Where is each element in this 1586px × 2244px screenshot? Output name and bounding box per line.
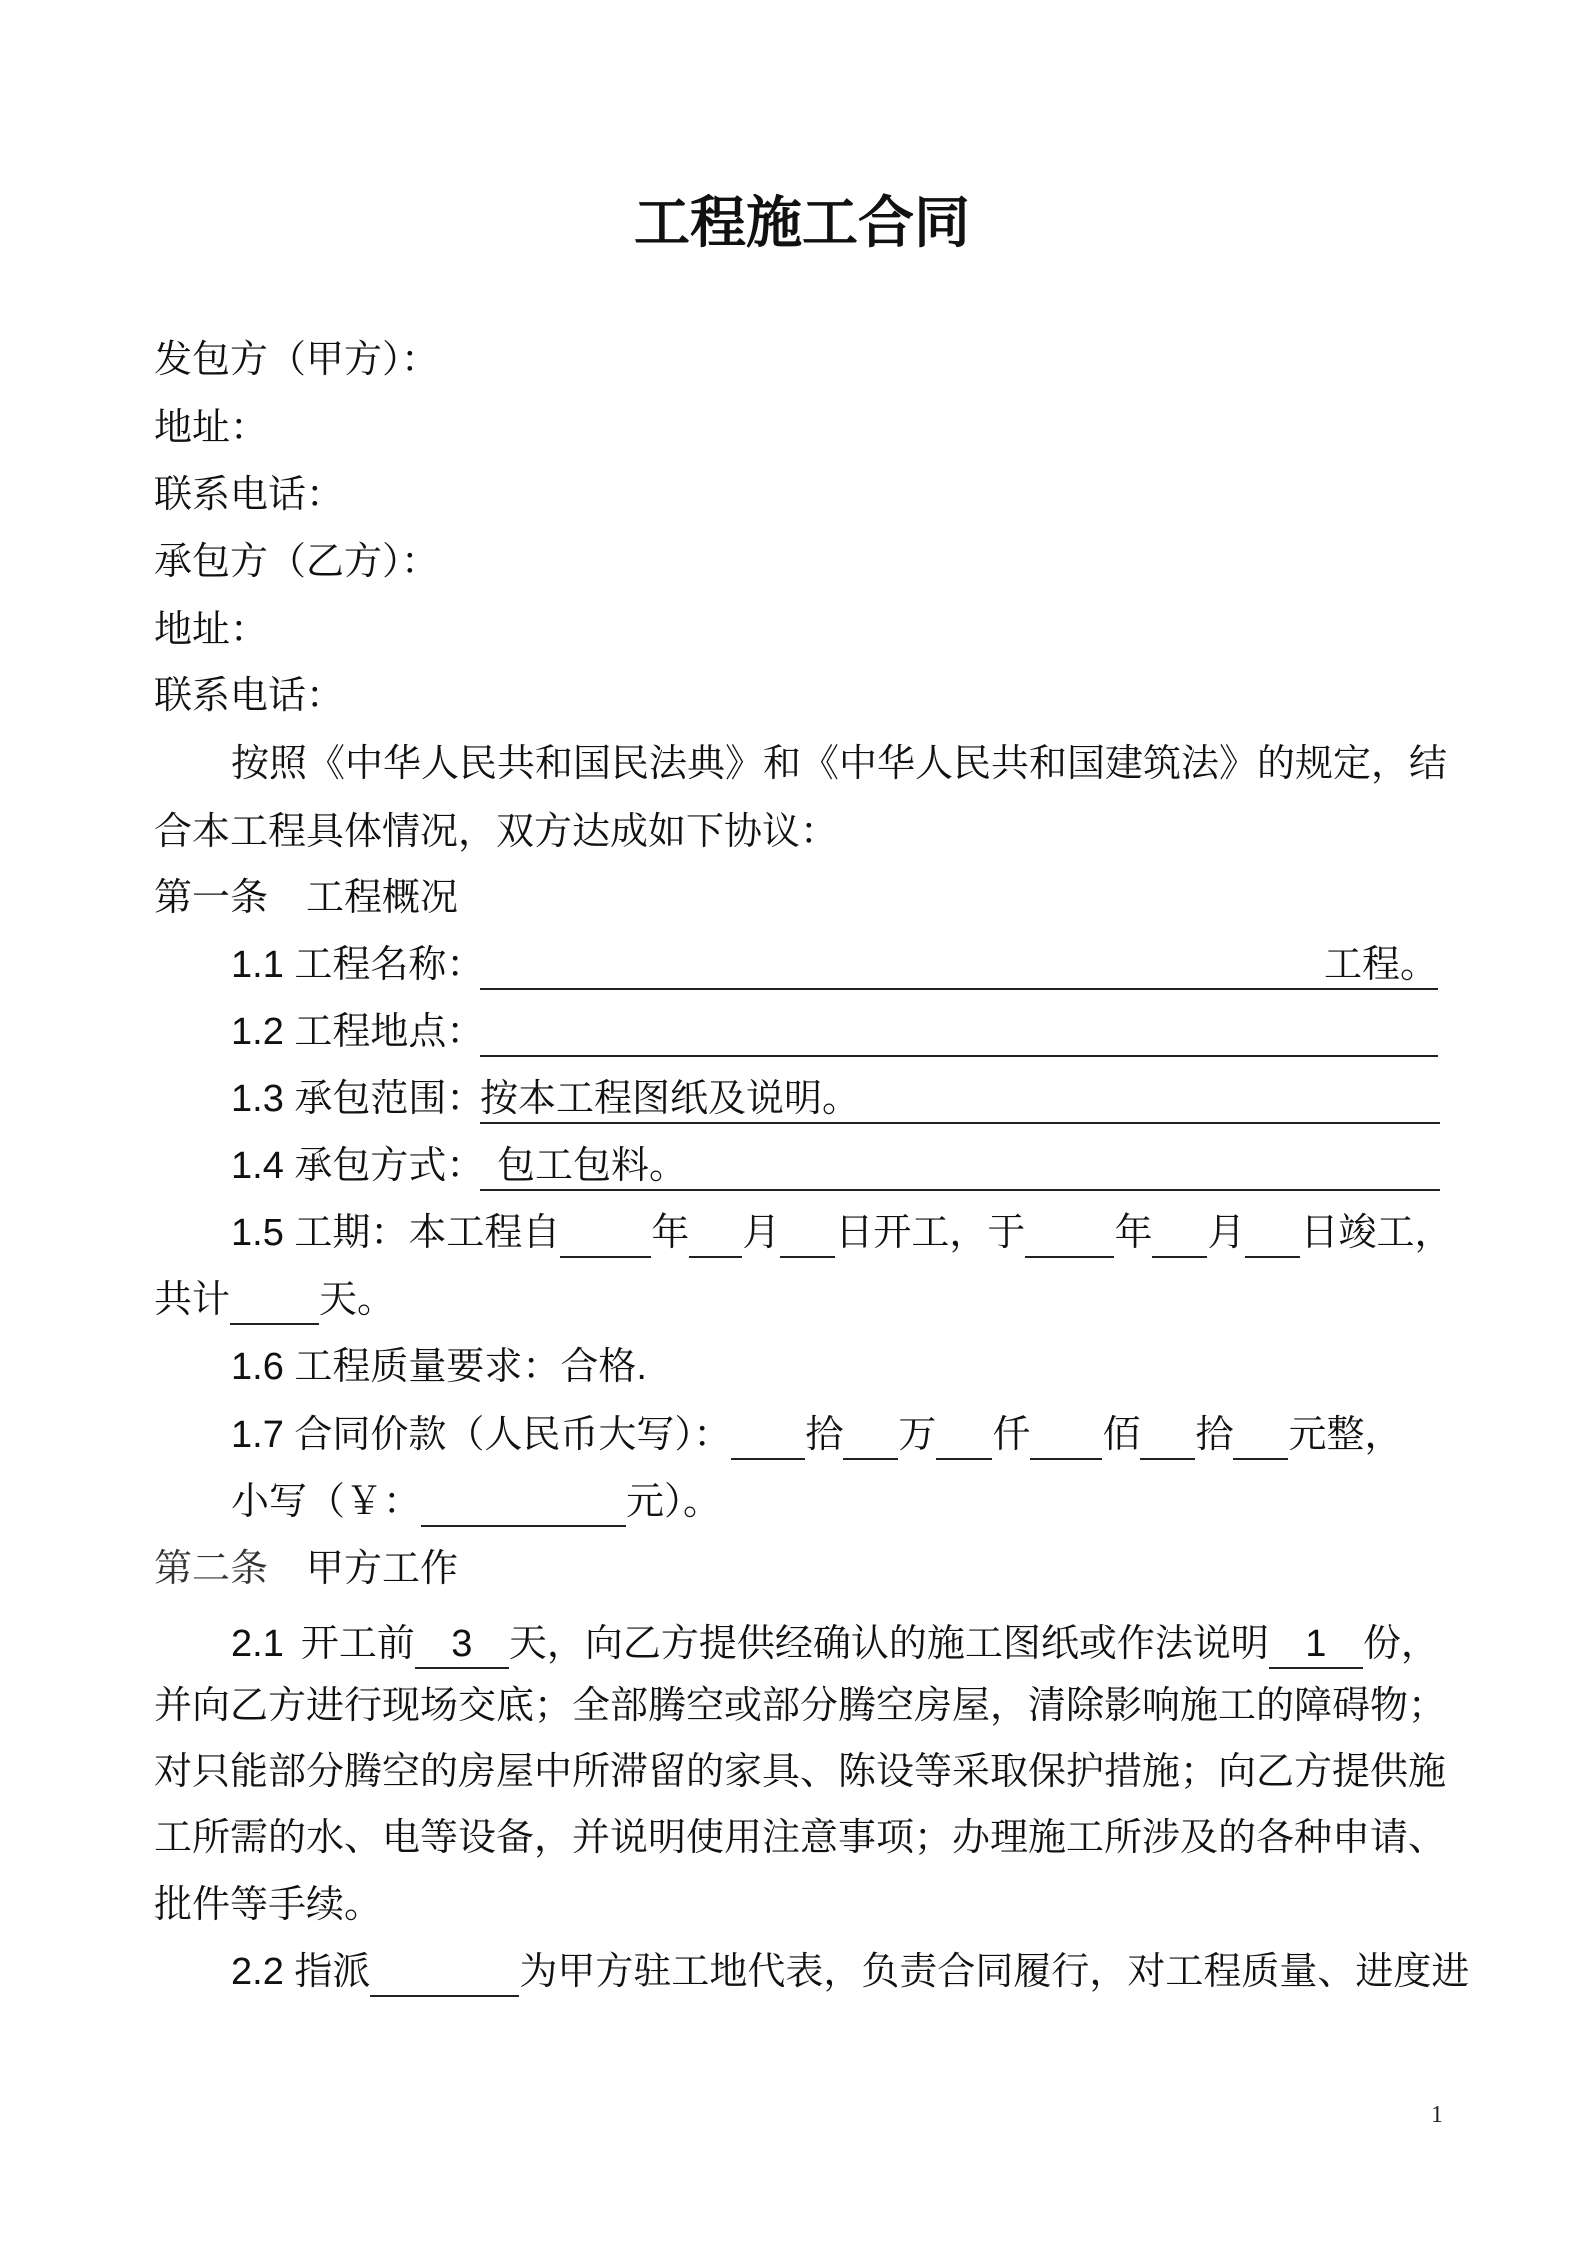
- clause-1-1: [231, 938, 1438, 992]
- price-figure-blank: [421, 1475, 626, 1527]
- total-days-suffix: 天。: [319, 1279, 396, 1321]
- clause-2-1-line: [154, 1878, 382, 1932]
- price-blank: [1233, 1408, 1288, 1460]
- scope-value: 按本工程图纸及说明。: [480, 1078, 861, 1120]
- project-name-field: [480, 938, 1438, 990]
- clause-text: 批件等手续。: [154, 1884, 383, 1926]
- article-1-heading: [154, 871, 458, 925]
- project-location-label: 1.2 工程地点：: [231, 1011, 485, 1053]
- period-unit: 年: [1114, 1212, 1153, 1254]
- clause-2-2: [231, 1945, 1469, 1999]
- price-unit: 佰: [1102, 1414, 1141, 1456]
- clause-middle: 天，向乙方提供经确认的施工图纸或作法说明: [508, 1623, 1269, 1665]
- period-unit: 月: [1207, 1212, 1246, 1254]
- period-unit: 日竣工，: [1300, 1212, 1453, 1254]
- article-title: 工程概况: [306, 877, 459, 919]
- contractor-line: [154, 535, 439, 589]
- preamble-text: 按照《中华人民共和国民法典》和《中华人民共和国建筑法》的规定，结: [231, 743, 1448, 785]
- clause-1-5-total: [154, 1273, 395, 1327]
- start-day-blank: [780, 1206, 835, 1258]
- contractor-address-label: 地址：: [154, 609, 269, 651]
- clause-text: 为甲方驻工地代表，负责合同履行，对工程质量、进度进: [519, 1951, 1470, 1993]
- price-blank: [1030, 1408, 1102, 1460]
- clause-2-1: [231, 1617, 1439, 1671]
- method-value: 包工包料。: [497, 1145, 688, 1187]
- preamble-line-1: [231, 737, 1447, 791]
- clause-text: 并向乙方进行现场交底；全部腾空或部分腾空房屋，清除影响施工的障碍物；: [154, 1685, 1447, 1727]
- employer-label: 发包方（甲方）：: [154, 339, 440, 381]
- clause-1-6: [231, 1340, 647, 1394]
- clause-label: 2.2 指派: [231, 1951, 371, 1993]
- end-month-blank: [1152, 1206, 1207, 1258]
- price-blank: [843, 1408, 898, 1460]
- method-field: [480, 1139, 1440, 1191]
- price-blank: [1140, 1408, 1195, 1460]
- project-name-suffix: 工程。: [1323, 944, 1438, 986]
- project-name-label: 1.1 工程名称：: [231, 944, 485, 986]
- clause-1-2: [231, 1005, 484, 1059]
- clause-text: 对只能部分腾空的房屋中所滞留的家具、陈设等采取保护措施；向乙方提供施: [154, 1751, 1447, 1793]
- price-unit: 仟: [992, 1414, 1031, 1456]
- clause-text: 工所需的水、电等设备，并说明使用注意事项；办理施工所涉及的各种申请、: [154, 1817, 1447, 1859]
- end-year-blank: [1025, 1206, 1114, 1258]
- article-title: 甲方工作: [306, 1548, 459, 1590]
- contractor-label: 承包方（乙方）：: [154, 541, 440, 583]
- employer-address-line: [154, 401, 268, 455]
- clause-1-4: [231, 1139, 688, 1193]
- price-unit: 元整，: [1288, 1414, 1403, 1456]
- end-day-blank: [1245, 1206, 1300, 1258]
- period-unit: 年: [651, 1212, 690, 1254]
- price-label: 1.7 合同价款（人民币大写）：: [231, 1414, 732, 1456]
- employer-line: [154, 333, 439, 387]
- price-unit: 拾: [805, 1414, 844, 1456]
- clause-2-1-line: [154, 1811, 1446, 1865]
- contractor-address-line: [154, 603, 268, 657]
- article-2-heading: [154, 1542, 458, 1596]
- price-figure-prefix: 小写（￥：: [231, 1481, 422, 1523]
- start-year-blank: [560, 1206, 651, 1258]
- contractor-phone-label: 联系电话：: [154, 675, 345, 717]
- copies-field: 1: [1269, 1617, 1363, 1669]
- contractor-phone-line: [154, 669, 344, 723]
- document-title: 工程施工合同: [634, 191, 970, 254]
- employer-address-label: 地址：: [154, 407, 269, 449]
- method-label: 1.4 承包方式：: [231, 1145, 485, 1187]
- start-month-blank: [689, 1206, 742, 1258]
- period-label: 1.5 工期：本工程自: [231, 1212, 561, 1254]
- scope-field: [480, 1072, 1440, 1124]
- total-days-blank: [230, 1273, 319, 1325]
- price-blank: [936, 1408, 992, 1460]
- clause-2-1-line: [154, 1745, 1446, 1799]
- clause-tail: 份，: [1362, 1623, 1439, 1665]
- price-figure-suffix: 元）。: [626, 1481, 722, 1523]
- representative-blank: [370, 1945, 519, 1997]
- total-days-prefix: 共计: [154, 1279, 231, 1321]
- preamble-line-2: [154, 805, 838, 859]
- scope-label: 1.3 承包范围：: [231, 1078, 485, 1120]
- price-blank: [731, 1408, 805, 1460]
- clause-1-7: [231, 1408, 1402, 1462]
- page-number: 1: [1431, 2102, 1443, 2128]
- clause-number: 2.1: [231, 1623, 284, 1665]
- article-number: 第一条: [154, 877, 269, 919]
- price-unit: 万: [898, 1414, 937, 1456]
- price-unit: 拾: [1195, 1414, 1234, 1456]
- period-unit: 月: [742, 1212, 781, 1254]
- quality-text: 1.6 工程质量要求：合格.: [231, 1346, 647, 1388]
- period-unit: 日开工，于: [835, 1212, 1026, 1254]
- employer-phone-line: [154, 468, 344, 522]
- clause-1-7-figure: [231, 1475, 721, 1529]
- clause-2-1-line: [154, 1679, 1446, 1733]
- days-before-field: 3: [415, 1617, 509, 1669]
- preamble-text: 合本工程具体情况，双方达成如下协议：: [154, 811, 839, 853]
- clause-1-5: [231, 1206, 1452, 1260]
- clause-1-3: [231, 1072, 861, 1126]
- project-location-field: [480, 1005, 1438, 1057]
- article-number: 第二条: [154, 1548, 269, 1590]
- clause-lead: 开工前: [300, 1623, 415, 1665]
- employer-phone-label: 联系电话：: [154, 474, 345, 516]
